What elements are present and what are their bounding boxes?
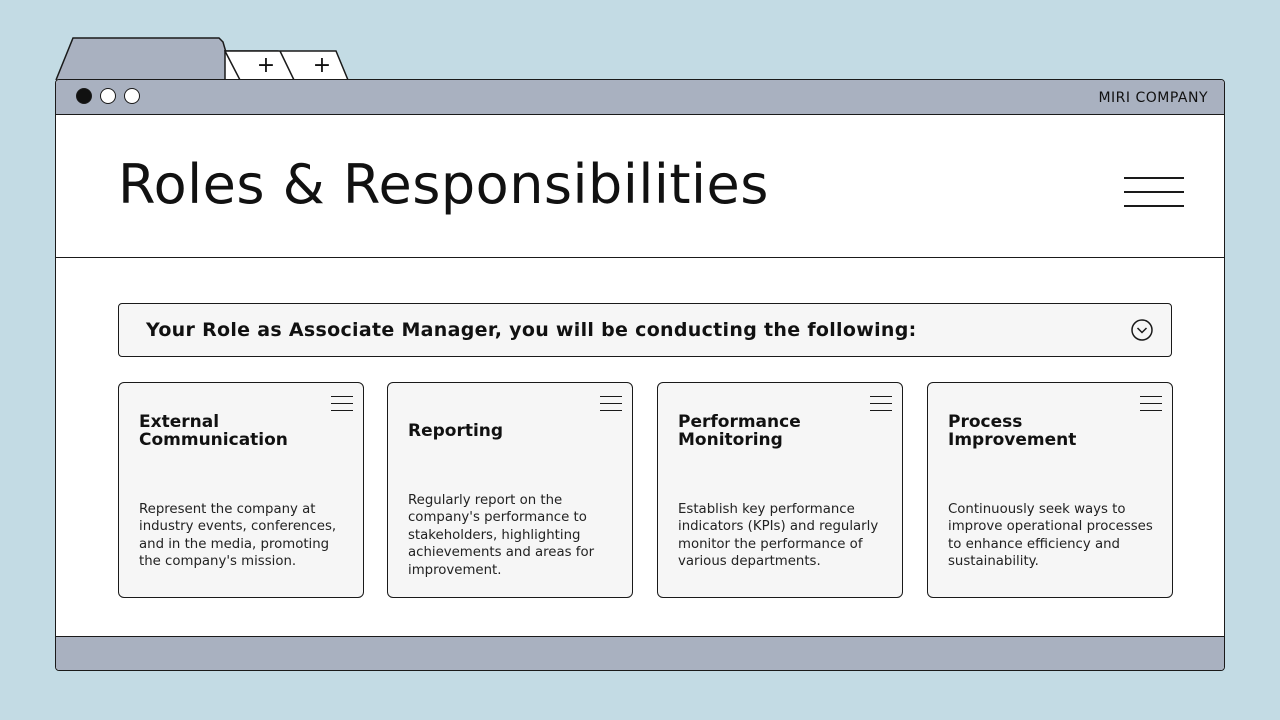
card-menu-icon[interactable] [870,395,892,413]
browser-tab-active[interactable] [55,37,235,81]
card-title: Reporting [408,421,504,441]
card-reporting [387,382,633,598]
card-menu-icon[interactable] [331,395,353,413]
card-title: Performance Monitoring [678,412,801,450]
card-performance-monitoring [657,382,903,598]
role-dropdown-label: Your Role as Associate Manager, you will be conducting the following: [146,319,917,341]
window-titlebar [56,80,1224,115]
card-description: Continuously seek ways to improve operational processes to enhance efficiency and sustainability. [948,502,1153,570]
window-close-dot[interactable] [76,88,92,104]
card-title: Process Improvement [948,412,1077,450]
window-footer [56,636,1224,670]
card-description: Establish key performance indicators (KPIs) and regularly monitor the performance of various departments. [678,502,879,570]
card-process-improvement [927,382,1173,598]
role-dropdown[interactable] [118,303,1172,357]
browser-window [55,79,1225,671]
window-maximize-dot[interactable] [124,88,140,104]
card-menu-icon[interactable] [600,395,622,413]
page-title: Roles & Responsibilities [118,153,769,216]
chevron-down-icon[interactable] [1131,319,1153,341]
card-menu-icon[interactable] [1140,395,1162,413]
card-description: Represent the company at industry events, conferences, and in the media, promoting the company's mission. [139,502,337,570]
window-minimize-dot[interactable] [100,88,116,104]
new-tab-button-1[interactable]: + [256,52,276,78]
card-external-communication [118,382,364,598]
hamburger-menu-icon[interactable] [1124,175,1184,209]
card-description: Regularly report on the company's performance to stakeholders, highlighting achievements and areas for improvement. [408,493,595,578]
card-title: External Communication [139,412,288,450]
page-header [56,115,1224,258]
new-tab-button-2[interactable]: + [312,52,332,78]
company-name: MIRI COMPANY [1098,90,1208,106]
